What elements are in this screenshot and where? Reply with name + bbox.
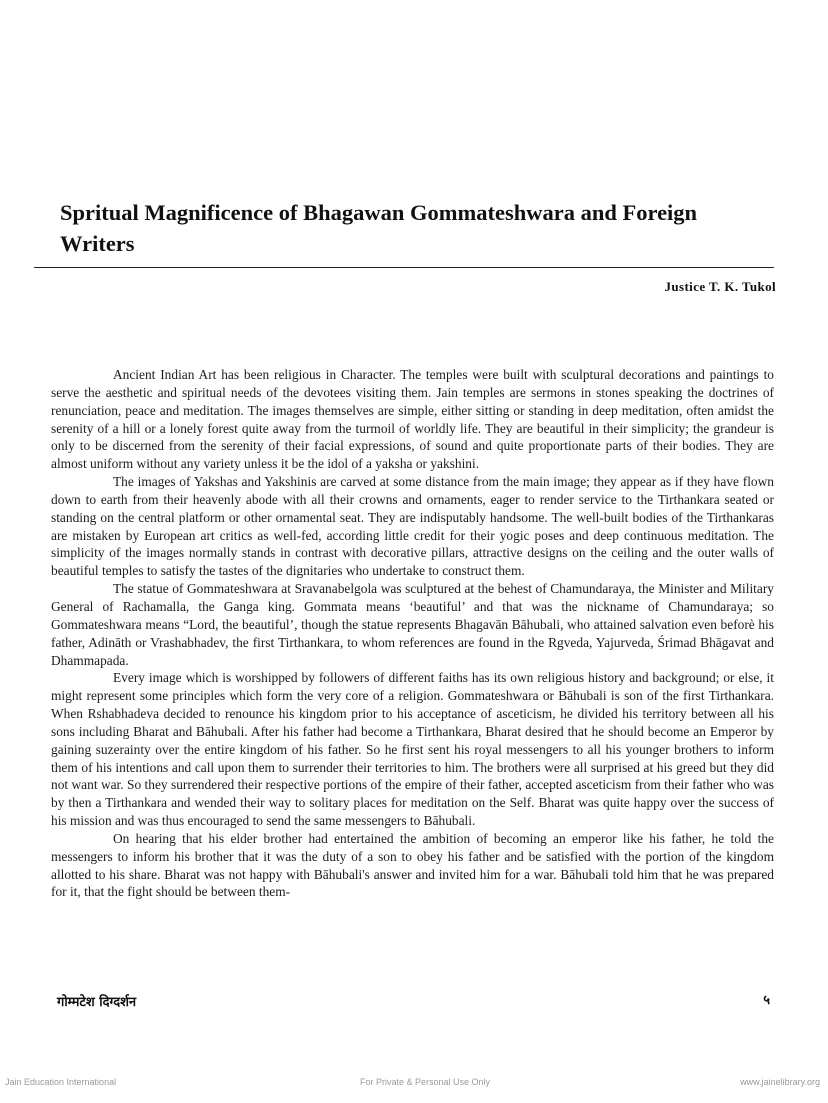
- title-divider: [34, 267, 774, 268]
- paragraph: The statue of Gommateshwara at Sravanabelgola was sculptured at the behest of Chamundaraya, the Minister and Military General of Rachamalla, the Ganga king. Gommata means ‘beautiful’ and that was the nickname of Chamundaraya; so Gommateshwara means “Lord, the beautiful’, though the statue represents Bhagavān Bāhubali, who attained salvation even beforè his father, Adināth or Vrashabhadev, the first Tirthankara, to whom references are found in the Rgveda, Yajurveda, Śrimad Bhāgavat and Dhammapada.: [51, 581, 774, 668]
- paragraph: On hearing that his elder brother had entertained the ambition of becoming an emperor like his father, he told the messengers to inform his brother that it was the duty of a son to obey his father and be satisfied with the portion of the kingdom allotted to his share. Bharat was not happy with Bāhubali's answer and invited him for a war. Bāhubali told him that he was prepared for it, that the fight should be between them-: [51, 830, 774, 900]
- watermark-center: For Private & Personal Use Only: [360, 1077, 491, 1087]
- article-body: [51, 366, 774, 901]
- paragraph: The images of Yakshas and Yakshinis are carved at some distance from the main image; they appear as if they have flown down to earth from their heavenly abode with all their crowns and ornaments, eager to render service to the Tirthankara seated or standing on the central platform or other ornamental seat. They are indisputably handsome. The well-built bodies of the Tirthankaras are mistaken by European art critics as well-fed, according little credit for their yogic poses and deep continuous meditation. The simplicity of the images normally stands in contrast with decorative pillars, attractive designs on the ceiling and the outer walls of beautiful temples to satisfy the tastes of the dignitaries who undertake to construct them.: [51, 474, 774, 579]
- article-title: Spritual Magnificence of Bhagawan Gommateshwara and Foreign Writers: [60, 200, 698, 256]
- journal-name: गोम्मटेश दिग्दर्शन: [57, 995, 137, 1010]
- page-number: ५: [763, 993, 770, 1008]
- paragraph: Every image which is worshipped by followers of different faiths has its own religious history and background; or else, it might represent some principles which form the very core of a religion. Gommateshwara or Bāhubali is son of the first Tirthankara. When Rshabhadeva decided to renounce his kingdom prior to his acceptance of asceticism, he divided his territory between all his sons including Bharat and Bāhubali. After his father had become a Tirthankara, Bharat desired that he should become an Emperor by gaining suzerainty over the entire kingdom of his father. So he first sent his royal messengers to all his younger brothers to inform them of his intentions and call upon them to surrender their territories to him. The brothers were all surprised at his greed but they did not want war. So they surrendered their respective portions of the empire of their father, accepted asceticism from their father who was by then a Tirthankara and wended their way to solitary places for meditation on the Self. Bharat was quite happy over the success of his mission and was thus encouraged to send the same messengers to Bāhubali.: [51, 670, 774, 829]
- paragraph: Ancient Indian Art has been religious in Character. The temples were built with sculptural decorations and paintings to serve the aesthetic and spiritual needs of the devotees visiting them. Jain temples are sermons in stones speaking the doctrines of renunciation, peace and meditation. The images themselves are simple, either sitting or standing in deep meditation, often amidst the serenity of a hill or a lonely forest quite away from the turmoil of worldly life. They are beautiful in their simplicity; the grandeur is only to be discerned from the serenity of their facial expressions, of sound and quite proportionate parts of their bodies. They are almost uniform without any variety unless it be the idol of a yaksha or yakshini.: [51, 367, 774, 472]
- article-author: Justice T. K. Tukol: [664, 279, 776, 294]
- watermark-right: www.jainelibrary.org: [740, 1077, 820, 1087]
- watermark-left: Jain Education International: [5, 1077, 117, 1087]
